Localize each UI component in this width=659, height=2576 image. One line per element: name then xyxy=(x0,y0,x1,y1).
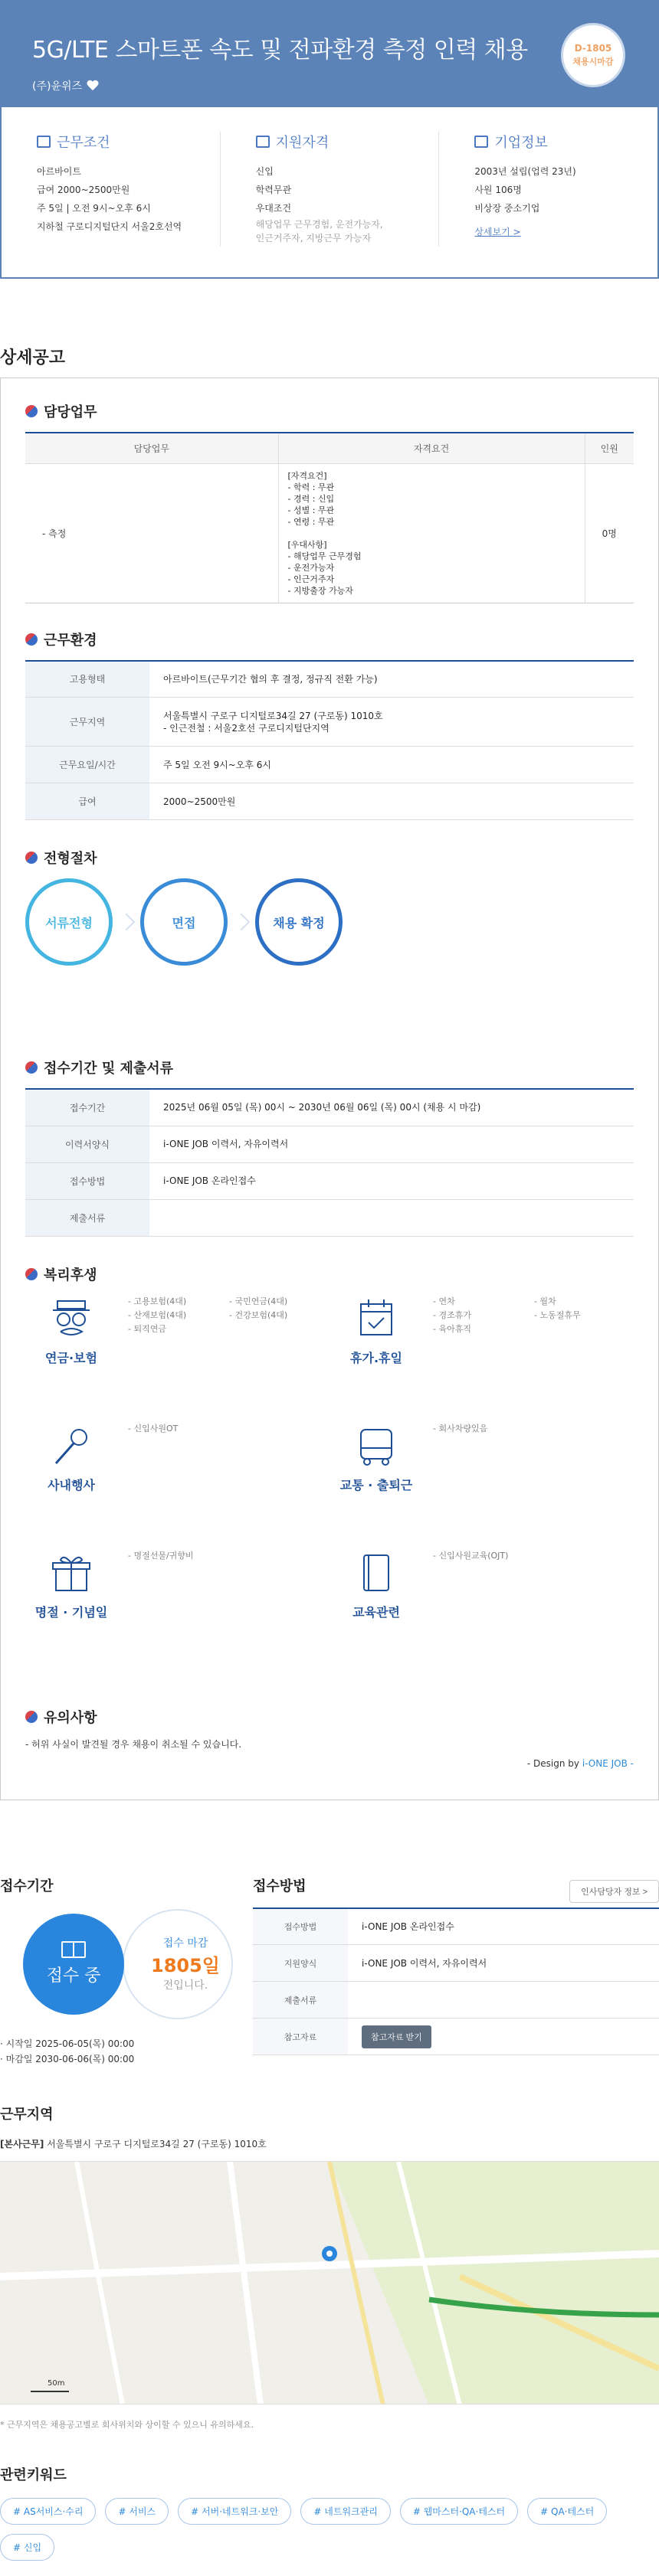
benefit-entry: - 경조휴가 xyxy=(433,1309,471,1320)
gift-icon xyxy=(47,1549,96,1598)
caution-title: 유의사항 xyxy=(44,1709,97,1726)
caution-text: - 허위 사실이 발견될 경우 채용이 취소될 수 있습니다. xyxy=(25,1738,242,1750)
duty-count: 0명 xyxy=(585,463,634,603)
apply-value: i-ONE JOB 온라인접수 xyxy=(348,1908,659,1945)
bullet-icon xyxy=(25,405,38,417)
sub-label: 이력서양식 xyxy=(25,1126,149,1162)
submission-header xyxy=(25,1058,634,1077)
location-title: 근무지역 xyxy=(0,2106,54,2123)
map-note: * 근무지역은 채용공고별로 회사위치와 상이할 수 있으니 유의하세요. xyxy=(0,2419,254,2430)
sub-value xyxy=(149,1199,634,1236)
company-row xyxy=(32,78,627,93)
keyword-tag[interactable]: # 서비스 xyxy=(105,2498,169,2525)
deadline-circle xyxy=(123,1909,233,2019)
benefits-grid xyxy=(25,1295,634,1676)
company-name[interactable]: (주)윤위즈 xyxy=(32,80,83,93)
calendar-check-icon xyxy=(352,1295,401,1344)
keyword-tag[interactable]: # AS서비스·수리 xyxy=(0,2498,96,2525)
apply-value xyxy=(348,1982,659,2019)
keyword-tag[interactable]: # QA·테스터 xyxy=(527,2498,607,2525)
address-text: 서울특별시 구로구 디지털로34길 27 (구로동) 1010호 xyxy=(47,2138,267,2149)
apply-period-title: 접수기간 xyxy=(0,1878,54,1894)
book-icon xyxy=(352,1549,401,1598)
keyword-list xyxy=(0,2498,659,2561)
duty-col-header: 인원 xyxy=(585,433,634,463)
benefits-header xyxy=(25,1264,634,1284)
apply-status-circles xyxy=(0,1907,253,2022)
job-header-card xyxy=(0,0,659,279)
benefit-entry: - 회사차량있음 xyxy=(433,1423,488,1433)
benefit-entry: - 월차 xyxy=(534,1296,556,1306)
apply-method xyxy=(253,1875,659,2067)
chevron-right-icon xyxy=(118,914,136,931)
status-circle xyxy=(23,1914,124,2015)
benefit-item xyxy=(330,1295,635,1422)
duty-table xyxy=(25,432,634,603)
bullet-icon xyxy=(25,852,38,864)
apply-method-title: 접수방법 xyxy=(253,1878,307,1894)
apply-label: 접수방법 xyxy=(253,1908,348,1945)
condition-line: 주 5일 | 오전 9시~오후 6시 xyxy=(37,203,151,214)
summary-columns xyxy=(2,107,657,277)
microphone-icon xyxy=(47,1422,96,1471)
company-detail-link[interactable]: 상세보기 > xyxy=(474,227,521,237)
keyword-tag[interactable]: # 서버·네트워크·보안 xyxy=(178,2498,291,2525)
document-icon xyxy=(37,136,51,148)
preferred-line: 인근거주자, 지방근무 가능자 xyxy=(255,233,372,244)
address-label: [본사근무] xyxy=(0,2138,44,2149)
id-card-icon xyxy=(256,136,270,148)
process-title: 전형절차 xyxy=(44,851,97,867)
preferred-line: 해당업무 근무경험, 운전가능자, xyxy=(255,219,383,230)
benefit-item xyxy=(25,1422,330,1549)
location-address xyxy=(0,2137,659,2150)
environment-title: 근무환경 xyxy=(44,632,97,649)
sub-value: i-ONE JOB 이력서, 자유이력서 xyxy=(149,1126,634,1162)
benefit-list xyxy=(433,1295,635,1422)
benefit-list xyxy=(433,1549,635,1676)
benefit-entry: - 육아휴직 xyxy=(433,1323,471,1334)
sub-value: 2025년 06월 05일 (목) 00시 ~ 2030년 06월 06일 (목) 00시 (채용 시 마감) xyxy=(149,1089,634,1126)
bullet-icon xyxy=(25,1268,38,1280)
duty-col-header: 담당업무 xyxy=(25,433,278,463)
env-value: 아르바이트(근무기간 협의 후 결정, 정규직 전환 가능) xyxy=(149,661,634,698)
deadline-days: 1805일 xyxy=(151,1955,220,1976)
benefit-entry: - 산재보험(4대) xyxy=(128,1309,187,1320)
env-value: 서울특별시 구로구 디지털로34길 27 (구로동) 1010호 xyxy=(163,710,383,721)
bullet-icon xyxy=(25,1711,38,1723)
submission-title: 접수기간 및 제출서류 xyxy=(44,1061,174,1077)
benefit-entry: - 노동절휴무 xyxy=(534,1309,581,1320)
map-scale: 50m xyxy=(48,2378,65,2388)
env-label: 근무지역 xyxy=(25,698,149,747)
process-step: 면접 xyxy=(140,878,228,966)
benefit-entry: - 건강보험(4대) xyxy=(229,1309,288,1320)
apply-method-table xyxy=(253,1907,659,2056)
caution-header xyxy=(25,1707,634,1727)
condition-line: 아르바이트 xyxy=(37,166,81,177)
benefit-entry: - 퇴직연금 xyxy=(128,1323,166,1334)
apply-dates xyxy=(0,2036,253,2067)
qualification-line: 신입 xyxy=(255,166,274,177)
duty-qualifications: [자격요건] - 학력 : 무관 - 경력 : 신입 - 성별 : 무관 - 연령 : 무관 [우대사항] - 해당업무 근무경험 - 운전가능자 - 인근거주자 - 지방출장 가능자 xyxy=(287,470,362,596)
benefit-entry: - 국민연금(4대) xyxy=(229,1296,288,1306)
process-step: 서류전형 xyxy=(25,878,113,966)
start-date: · 시작일 2025-06-05(목) 00:00 xyxy=(0,2038,135,2049)
job-header-banner xyxy=(2,2,657,107)
status-text: 접수 중 xyxy=(46,1966,101,1986)
benefit-entry: - 연차 xyxy=(433,1296,455,1306)
environment-table xyxy=(25,660,634,821)
chevron-right-icon xyxy=(233,914,251,931)
benefit-item xyxy=(25,1295,330,1422)
benefit-entry: - 신입사원교육(OJT) xyxy=(433,1550,509,1561)
benefit-item xyxy=(330,1549,635,1676)
benefit-label: 명절 · 기념일 xyxy=(34,1604,108,1620)
open-book-icon xyxy=(61,1941,86,1958)
design-credit xyxy=(25,1758,634,1769)
bullet-icon xyxy=(25,1061,38,1074)
company-line: 2003년 설립(업력 23년) xyxy=(474,166,576,177)
apply-period xyxy=(0,1875,253,2067)
duty-header xyxy=(25,401,634,421)
benefit-item xyxy=(330,1422,635,1549)
benefit-label: 교통 · 출퇴근 xyxy=(339,1477,413,1492)
hr-contact-button[interactable]: 인사담당자 정보 > xyxy=(569,1880,659,1903)
condition-line: 지하철 구로디지털단지 서울2호선역 xyxy=(37,221,182,232)
bus-icon xyxy=(352,1422,401,1471)
apply-label: 참고자료 xyxy=(253,2019,348,2055)
sub-label: 접수기간 xyxy=(25,1089,149,1126)
sub-label: 접수방법 xyxy=(25,1162,149,1199)
conditions-title: 근무조건 xyxy=(57,135,110,151)
duty-col-header: 자격요건 xyxy=(278,433,585,463)
qualifications-title: 지원자격 xyxy=(275,135,330,151)
keywords-title: 관련키워드 xyxy=(0,2466,67,2483)
env-value-sub: - 인근전철 : 서울2호선 구로디지털단지역 xyxy=(163,722,330,734)
job-title: 5G/LTE 스마트폰 속도 및 전파환경 측정 인력 채용 xyxy=(32,37,528,64)
end-date: · 마감일 2030-06-06(목) 00:00 xyxy=(0,2053,135,2064)
benefit-entry: - 명절선물/귀향비 xyxy=(128,1550,194,1561)
company-line: 비상장 중소기업 xyxy=(474,203,540,214)
company-info-title: 기업정보 xyxy=(494,135,548,151)
building-icon xyxy=(474,136,488,148)
benefit-list xyxy=(128,1295,330,1422)
apply-label: 제출서류 xyxy=(253,1982,348,2019)
condition-line: 급여 2000~2500만원 xyxy=(37,185,130,195)
process-steps xyxy=(25,878,634,966)
dday-label: 채용시마감 xyxy=(572,57,614,67)
heart-icon[interactable] xyxy=(87,80,99,91)
duty-title: 담당업무 xyxy=(44,404,97,420)
design-brand: i-ONE JOB - xyxy=(582,1757,634,1769)
deadline-suffix: 전입니다. xyxy=(162,1979,208,1992)
design-prefix: - Design by xyxy=(526,1757,582,1769)
benefit-entry: - 신입사원OT xyxy=(128,1423,179,1433)
keyword-tag[interactable]: # 네트워크관리 xyxy=(300,2498,390,2525)
process-step: 채용 확정 xyxy=(255,878,343,966)
benefit-label: 교육관련 xyxy=(352,1604,400,1620)
benefit-label: 연금·보험 xyxy=(45,1350,97,1365)
detail-title: 상세공고 xyxy=(0,348,66,368)
glasses-mustache-icon xyxy=(47,1295,96,1344)
apply-label: 지원양식 xyxy=(253,1945,348,1982)
deadline-label: 접수 마감 xyxy=(162,1937,208,1950)
summary-conditions xyxy=(2,132,221,247)
benefit-list xyxy=(128,1549,330,1676)
benefit-list xyxy=(433,1422,635,1549)
submission-table xyxy=(25,1088,634,1237)
download-attachment-button[interactable]: 참고자료 받기 xyxy=(362,2025,431,2048)
environment-header xyxy=(25,629,634,649)
benefit-label: 휴가.휴일 xyxy=(350,1350,402,1365)
qualification-line: 학력무관 xyxy=(255,185,292,195)
location-map[interactable] xyxy=(0,2161,659,2404)
benefit-item xyxy=(25,1549,330,1676)
apply-value: i-ONE JOB 이력서, 자유이력서 xyxy=(348,1945,659,1982)
map-graphic xyxy=(0,2162,659,2404)
env-value: 2000~2500만원 xyxy=(149,783,634,820)
benefit-label: 사내행사 xyxy=(48,1477,95,1492)
detail-box xyxy=(0,378,659,1800)
env-value: 주 5일 오전 9시~오후 6시 xyxy=(149,747,634,783)
sub-label: 제출서류 xyxy=(25,1199,149,1236)
summary-qualifications xyxy=(221,132,440,247)
bullet-icon xyxy=(25,633,38,646)
apply-section xyxy=(0,1875,659,2067)
sub-value: i-ONE JOB 온라인접수 xyxy=(149,1162,634,1199)
qualification-line: 우대조건 xyxy=(255,203,292,214)
benefit-list xyxy=(128,1422,330,1549)
duty-task: - 측정 xyxy=(25,463,278,603)
keyword-tag[interactable]: # 신입 xyxy=(0,2534,54,2561)
keyword-tag[interactable]: # 웹마스터·QA·테스터 xyxy=(400,2498,518,2525)
benefits-title: 복리후생 xyxy=(44,1267,97,1283)
dday-count: D-1805 xyxy=(574,43,612,54)
env-label: 급여 xyxy=(25,783,149,820)
process-header xyxy=(25,848,634,868)
env-label: 근무요일/시간 xyxy=(25,747,149,783)
dday-badge xyxy=(561,23,625,87)
benefit-entry: - 고용보험(4대) xyxy=(128,1296,187,1306)
summary-company xyxy=(439,132,657,247)
env-label: 고용형태 xyxy=(25,661,149,698)
company-line: 사원 106명 xyxy=(474,185,522,195)
